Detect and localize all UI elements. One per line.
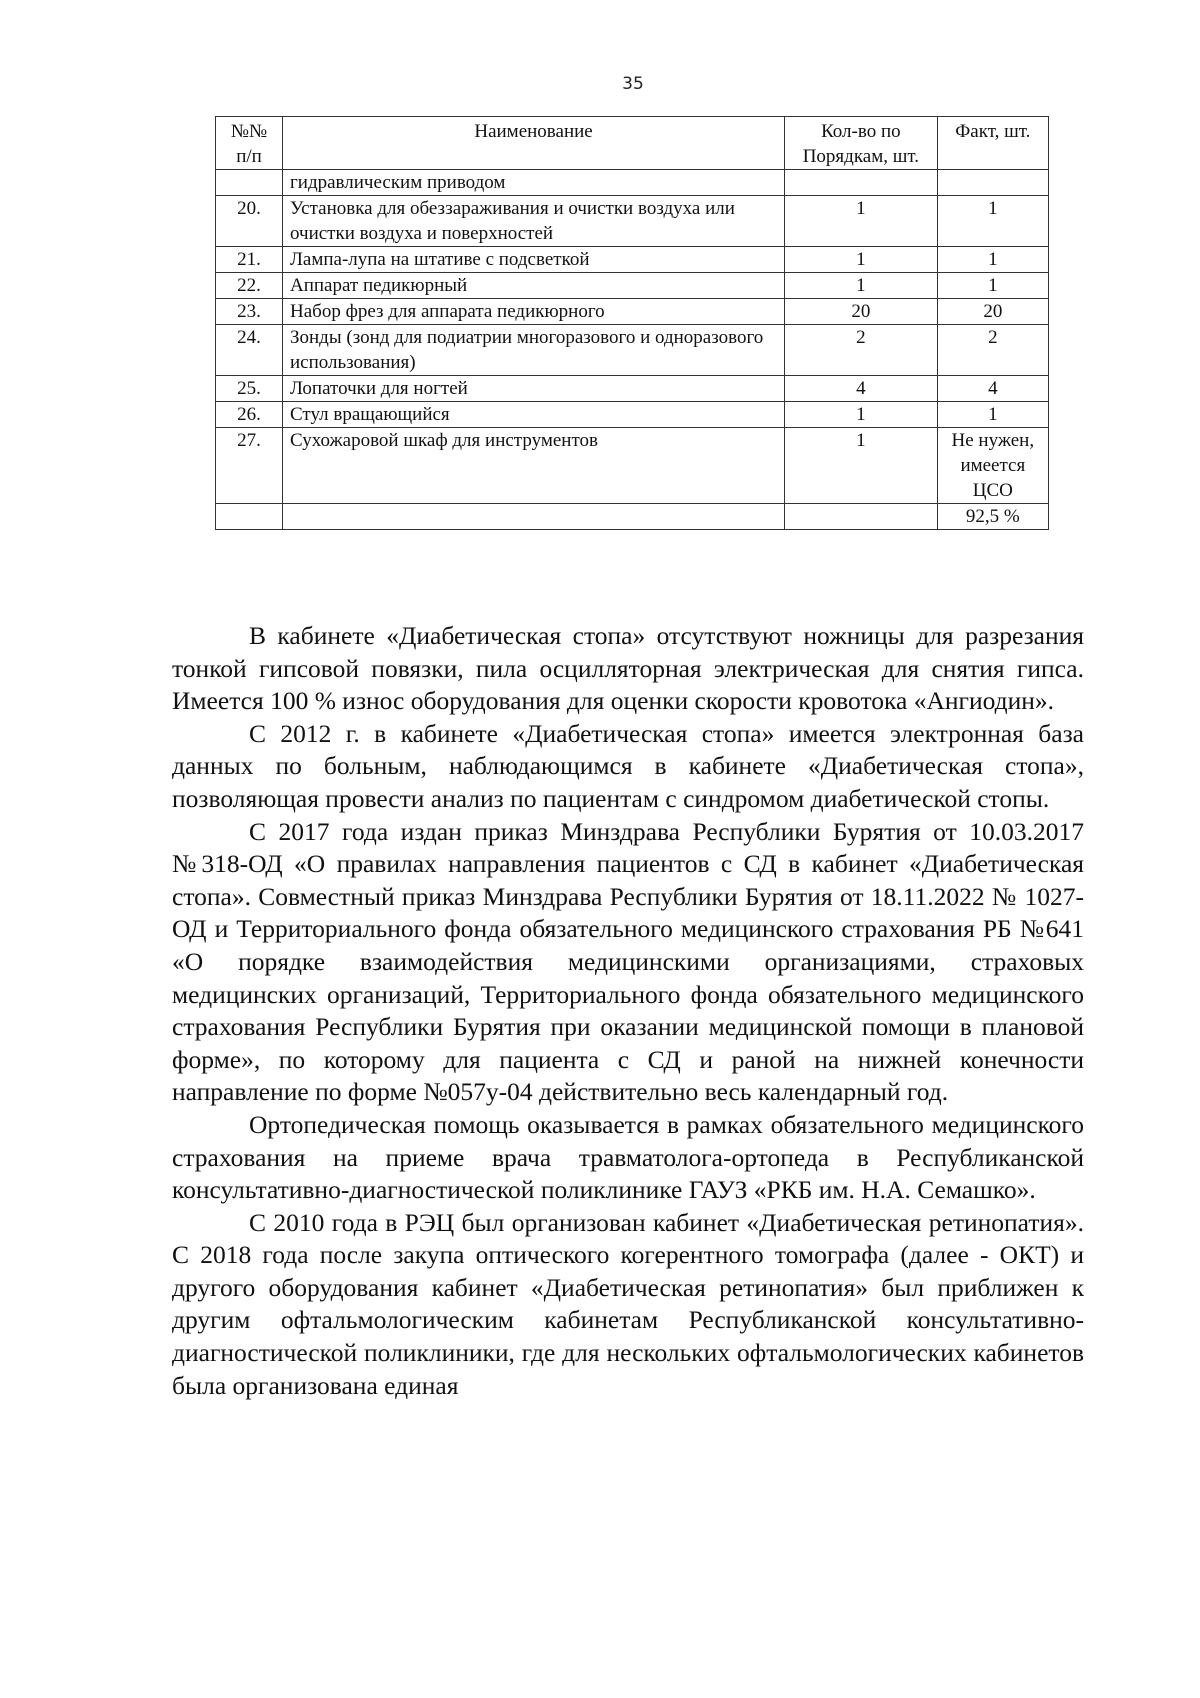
equipment-table [215, 116, 1049, 530]
row-number [216, 170, 283, 196]
paragraph: В кабинете «Диабетическая стопа» отсутствуют ножницы для разрезания тонкой гипсовой повязки, пила осцилляторная электрическая для снятия гипса. Имеется 100 % износ оборудования для оценки скорости кровотока «Ангиодин». [172, 621, 1084, 716]
row-number: 23. [216, 299, 283, 325]
row-name: Набор фрез для аппарата педикюрного [283, 299, 785, 325]
row-fact: 4 [937, 376, 1048, 402]
row-fact: 2 [937, 325, 1048, 376]
row-quantity [785, 504, 938, 530]
row-name: гидравлическим приводом [283, 170, 785, 196]
header-quantity-by-order: Кол-во по Порядкам, шт. [785, 117, 938, 170]
row-fact: 1 [937, 247, 1048, 273]
row-name: Стул вращающийся [283, 402, 785, 428]
row-number: 20. [216, 196, 283, 247]
table-row [216, 273, 1049, 299]
row-fact: 1 [937, 402, 1048, 428]
row-number: 27. [216, 428, 283, 504]
row-name: Сухожаровой шкаф для инструментов [283, 428, 785, 504]
row-quantity: 1 [785, 247, 938, 273]
row-number [216, 504, 283, 530]
row-number: 22. [216, 273, 283, 299]
table-row [216, 428, 1049, 504]
page-number: 35 [622, 74, 644, 94]
header-number: №№ п/п [216, 117, 283, 170]
table-row [216, 196, 1049, 247]
row-quantity: 1 [785, 273, 938, 299]
row-name: Установка для обеззараживания и очистки воздуха или очистки воздуха и поверхностей [283, 196, 785, 247]
row-quantity: 4 [785, 376, 938, 402]
row-fact: Не нужен, имеется ЦСО [937, 428, 1048, 504]
row-name: Зонды (зонд для подиатрии многоразового и одноразового использования) [283, 325, 785, 376]
table-row [216, 376, 1049, 402]
row-number: 21. [216, 247, 283, 273]
row-number: 25. [216, 376, 283, 402]
paragraph: С 2010 года в РЭЦ был организован кабинет «Диабетическая ретинопатия». С 2018 года после закупа оптического когерентного томографа (далее - ОКТ) и другого оборудования кабинет «Диабетическая ретинопатия» был приближен к другим офтальмологическим кабинетам Республиканской консультативно-диагностической поликлиники, где для нескольких офтальмологических кабинетов была организована единая [172, 1207, 1084, 1400]
paragraph: Ортопедическая помощь оказывается в рамках обязательного медицинского страхования на приеме врача травматолога-ортопеда в Республиканской консультативно-диагностической поликлинике ГАУЗ «РКБ им. Н.А. Семашко». [172, 1109, 1084, 1205]
row-fact: 20 [937, 299, 1048, 325]
row-quantity: 1 [785, 196, 938, 247]
row-quantity: 1 [785, 402, 938, 428]
row-name: Лампа-лупа на штативе с подсветкой [283, 247, 785, 273]
table-row [216, 402, 1049, 428]
row-quantity [785, 170, 938, 196]
row-name: Аппарат педикюрный [283, 273, 785, 299]
row-number: 24. [216, 325, 283, 376]
row-number: 26. [216, 402, 283, 428]
row-fact: 1 [937, 196, 1048, 247]
row-name [283, 504, 785, 530]
row-quantity: 1 [785, 428, 938, 504]
table-row [216, 170, 1049, 196]
table-row [216, 325, 1049, 376]
table-row [216, 299, 1049, 325]
total-percentage: 92,5 % [937, 504, 1048, 530]
row-fact: 1 [937, 273, 1048, 299]
row-fact [937, 170, 1048, 196]
row-quantity: 20 [785, 299, 938, 325]
body-text [172, 620, 1084, 1402]
paragraph: С 2017 года издан приказ Минздрава Республики Бурятия от 10.03.2017 №318-ОД «О правилах направления пациентов с СД в кабинет «Диабетическая стопа». Совместный приказ Минздрава Республики Бурятия от 18.11.2022 № 1027-ОД и Территориального фонда обязательного медицинского страхования РБ №641 «О порядке взаимодействия медицинскими организациями, страховых медицинских организаций, Территориального фонда обязательного медицинского страхования Республики Бурятия при оказании медицинской помощи в плановой форме», по которому для пациента с СД и раной на нижней конечности направление по форме №057у-04 действительно весь календарный год. [172, 816, 1084, 1107]
row-quantity: 2 [785, 325, 938, 376]
table-total-row [216, 504, 1049, 530]
header-name: Наименование [283, 117, 785, 170]
table-header-row [216, 117, 1049, 170]
row-name: Лопаточки для ногтей [283, 376, 785, 402]
table-row [216, 247, 1049, 273]
paragraph: С 2012 г. в кабинете «Диабетическая стопа» имеется электронная база данных по больным, наблюдающимся в кабинете «Диабетическая стопа», позволяющая провести анализ по пациентам с синдромом диабетической стопы. [172, 718, 1084, 813]
header-fact: Факт, шт. [937, 117, 1048, 170]
